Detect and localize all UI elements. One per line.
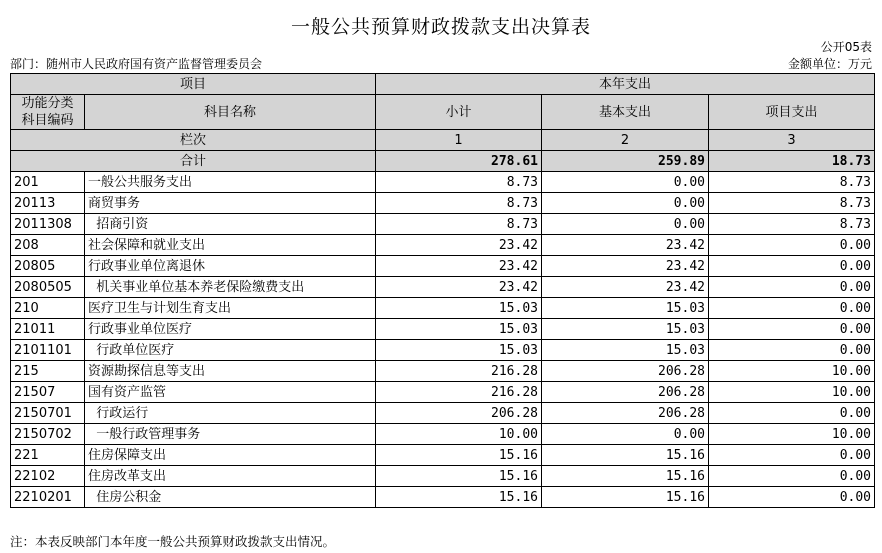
row-name: 机关事业单位基本养老保险缴费支出 bbox=[85, 277, 376, 298]
header-code: 功能分类 科目编码 bbox=[11, 95, 85, 130]
row-basic: 0.00 bbox=[542, 193, 709, 214]
row-basic: 0.00 bbox=[542, 214, 709, 235]
row-project: 0.00 bbox=[709, 235, 875, 256]
row-name: 住房公积金 bbox=[85, 487, 376, 508]
column-number-1: 1 bbox=[376, 130, 542, 151]
row-subtotal: 23.42 bbox=[376, 235, 542, 256]
header-project: 项目 bbox=[11, 74, 376, 95]
row-subtotal: 23.42 bbox=[376, 256, 542, 277]
row-name: 资源勘探信息等支出 bbox=[85, 361, 376, 382]
row-name: 一般行政管理事务 bbox=[85, 424, 376, 445]
table-row bbox=[11, 319, 875, 340]
row-name: 行政运行 bbox=[85, 403, 376, 424]
column-label: 栏次 bbox=[11, 130, 376, 151]
row-name: 国有资产监管 bbox=[85, 382, 376, 403]
row-basic: 206.28 bbox=[542, 382, 709, 403]
row-subtotal: 8.73 bbox=[376, 172, 542, 193]
row-code: 20113 bbox=[11, 193, 85, 214]
row-code: 221 bbox=[11, 445, 85, 466]
row-basic: 15.03 bbox=[542, 319, 709, 340]
page-title: 一般公共预算财政拨款支出决算表 bbox=[290, 16, 591, 38]
row-subtotal: 216.28 bbox=[376, 382, 542, 403]
footnote: 注：本表反映部门本年度一般公共预算财政拨款支出情况。 bbox=[10, 534, 336, 549]
header-project-expense: 项目支出 bbox=[709, 95, 875, 130]
row-project: 0.00 bbox=[709, 319, 875, 340]
row-name: 商贸事务 bbox=[85, 193, 376, 214]
row-basic: 206.28 bbox=[542, 403, 709, 424]
table-row bbox=[11, 235, 875, 256]
row-code: 20805 bbox=[11, 256, 85, 277]
table-row bbox=[11, 445, 875, 466]
row-project: 8.73 bbox=[709, 193, 875, 214]
row-project: 0.00 bbox=[709, 445, 875, 466]
table-row bbox=[11, 487, 875, 508]
row-code: 2101101 bbox=[11, 340, 85, 361]
row-subtotal: 15.16 bbox=[376, 466, 542, 487]
row-subtotal: 206.28 bbox=[376, 403, 542, 424]
row-subtotal: 216.28 bbox=[376, 361, 542, 382]
header-current-year: 本年支出 bbox=[376, 74, 875, 95]
row-project: 0.00 bbox=[709, 403, 875, 424]
row-subtotal: 15.03 bbox=[376, 298, 542, 319]
total-project: 18.73 bbox=[709, 151, 875, 172]
total-subtotal: 278.61 bbox=[376, 151, 542, 172]
department-label: 部门：随州市人民政府国有资产监督管理委员会 bbox=[10, 57, 263, 71]
row-basic: 0.00 bbox=[542, 172, 709, 193]
row-basic: 15.03 bbox=[542, 340, 709, 361]
table-row bbox=[11, 466, 875, 487]
expenditure-table bbox=[10, 73, 875, 508]
table-row bbox=[11, 193, 875, 214]
row-project: 8.73 bbox=[709, 214, 875, 235]
header-basic: 基本支出 bbox=[542, 95, 709, 130]
row-name: 住房改革支出 bbox=[85, 466, 376, 487]
row-basic: 15.03 bbox=[542, 298, 709, 319]
row-code: 215 bbox=[11, 361, 85, 382]
row-name: 招商引资 bbox=[85, 214, 376, 235]
row-project: 0.00 bbox=[709, 466, 875, 487]
row-name: 住房保障支出 bbox=[85, 445, 376, 466]
row-subtotal: 10.00 bbox=[376, 424, 542, 445]
table-row bbox=[11, 340, 875, 361]
total-basic: 259.89 bbox=[542, 151, 709, 172]
table-row bbox=[11, 214, 875, 235]
row-basic: 23.42 bbox=[542, 277, 709, 298]
row-project: 0.00 bbox=[709, 256, 875, 277]
row-project: 8.73 bbox=[709, 172, 875, 193]
row-basic: 15.16 bbox=[542, 487, 709, 508]
row-code: 22102 bbox=[11, 466, 85, 487]
table-row bbox=[11, 424, 875, 445]
row-subtotal: 8.73 bbox=[376, 193, 542, 214]
form-code: 公开05表 bbox=[820, 40, 872, 54]
row-subtotal: 15.16 bbox=[376, 487, 542, 508]
row-name: 医疗卫生与计划生育支出 bbox=[85, 298, 376, 319]
row-code: 2011308 bbox=[11, 214, 85, 235]
row-basic: 15.16 bbox=[542, 445, 709, 466]
row-subtotal: 15.03 bbox=[376, 319, 542, 340]
row-name: 行政事业单位离退休 bbox=[85, 256, 376, 277]
row-project: 0.00 bbox=[709, 487, 875, 508]
row-project: 0.00 bbox=[709, 340, 875, 361]
row-code: 21507 bbox=[11, 382, 85, 403]
row-subtotal: 15.03 bbox=[376, 340, 542, 361]
row-subtotal: 8.73 bbox=[376, 214, 542, 235]
total-row bbox=[11, 151, 875, 172]
row-project: 0.00 bbox=[709, 277, 875, 298]
unit-label: 金额单位：万元 bbox=[787, 57, 872, 71]
row-project: 0.00 bbox=[709, 298, 875, 319]
total-label: 合计 bbox=[11, 151, 376, 172]
row-basic: 206.28 bbox=[542, 361, 709, 382]
row-name: 社会保障和就业支出 bbox=[85, 235, 376, 256]
row-basic: 23.42 bbox=[542, 235, 709, 256]
row-code: 2150702 bbox=[11, 424, 85, 445]
row-code: 21011 bbox=[11, 319, 85, 340]
table-row bbox=[11, 172, 875, 193]
row-code: 2150701 bbox=[11, 403, 85, 424]
table-row bbox=[11, 298, 875, 319]
header-name: 科目名称 bbox=[85, 95, 376, 130]
column-number-3: 3 bbox=[709, 130, 875, 151]
table-row bbox=[11, 277, 875, 298]
row-basic: 0.00 bbox=[542, 424, 709, 445]
column-number-2: 2 bbox=[542, 130, 709, 151]
table-row bbox=[11, 403, 875, 424]
header-subtotal: 小计 bbox=[376, 95, 542, 130]
table-row bbox=[11, 361, 875, 382]
table-row bbox=[11, 382, 875, 403]
row-code: 208 bbox=[11, 235, 85, 256]
row-name: 行政单位医疗 bbox=[85, 340, 376, 361]
row-code: 210 bbox=[11, 298, 85, 319]
row-code: 2210201 bbox=[11, 487, 85, 508]
row-basic: 23.42 bbox=[542, 256, 709, 277]
row-subtotal: 15.16 bbox=[376, 445, 542, 466]
row-project: 10.00 bbox=[709, 382, 875, 403]
row-basic: 15.16 bbox=[542, 466, 709, 487]
row-code: 201 bbox=[11, 172, 85, 193]
row-name: 一般公共服务支出 bbox=[85, 172, 376, 193]
row-project: 10.00 bbox=[709, 361, 875, 382]
row-project: 10.00 bbox=[709, 424, 875, 445]
row-name: 行政事业单位医疗 bbox=[85, 319, 376, 340]
row-code: 2080505 bbox=[11, 277, 85, 298]
row-subtotal: 23.42 bbox=[376, 277, 542, 298]
table-row bbox=[11, 256, 875, 277]
